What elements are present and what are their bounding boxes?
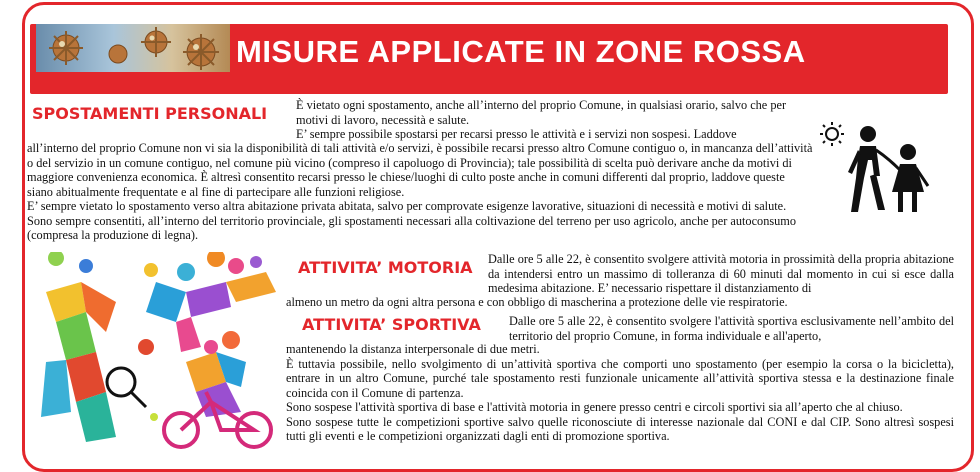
sportiva-body [286,342,954,444]
spostamenti-body [27,141,813,243]
sportiva-paragraph-1-start: Dalle ore 5 alle 22, è consentito svolgere l'attività sportiva esclusivamente nell’ambito del territorio del proprio Comune, in forma individuale e all'aperto, [509,314,954,343]
sportiva-paragraph-2: È tuttavia possibile, nello svolgimento di un’attività sportiva che comporti uno spostamento (per esempio la corsa o la bicicletta), entrare in un altro Comune, purché tale spostamento resti funzionale unicamente all’attività sportiva stessa e la destinazione finale coincida con il Comune di partenza. [286,356,954,400]
section-title-sportiva: ATTIVITA’ SPORTIVA [302,315,481,334]
sportiva-paragraph-3: Sono sospese l'attività sportiva di base e l'attività motoria in genere presso centri e circoli sportivi sia all’aperto che al chiuso. [286,400,903,414]
spostamenti-paragraph-1-start: E’ sempre possibile spostarsi per recarsi presso le attività e i servizi non sospesi. Laddove [296,127,737,141]
virus-photo [36,24,230,72]
walking-people-icon [818,120,944,216]
motoria-paragraph-1: almeno un metro da ogni altra persona e con obbligo di mascherina a protezione delle vie respiratorie. [286,295,788,309]
section-title-motoria: ATTIVITA’ MOTORIA [298,258,473,277]
sportiva-paragraph-1: mantenendo la distanza interpersonale di due metri. [286,342,540,356]
section-title-spostamenti: SPOSTAMENTI PERSONALI [32,104,268,123]
page-title: MISURE APPLICATE IN ZONE ROSSA [236,34,806,69]
spostamenti-paragraph-2: E’ sempre vietato lo spostamento verso altra abitazione privata abitata, salvo per comprovate esigenze lavorative, situazioni di necessità e motivi di salute. [27,199,787,213]
motoria-paragraph-1-start: Dalle ore 5 alle 22, è consentito svolgere attività motoria in prossimità della propria abitazione da intendersi entro un massimo di tolleranza di 60 minuti dal momento in cui si esce dalla medesima abitazione. E’ necessario rispettare il distanziamento di [488,252,954,295]
spostamenti-intro: È vietato ogni spostamento, anche all’interno del proprio Comune, in qualsiasi orario, salvo che per motivi di lavoro, necessità e salute. [296,98,787,127]
spostamenti-paragraph-3: Sono sempre consentiti, all’interno del territorio provinciale, gli spostamenti necessari alla coltivazione del terreno per uso agricolo, anche per autoconsumo (compresa la produzione di legna). [27,213,796,242]
sports-collage [26,252,284,450]
sportiva-paragraph-4: Sono sospese tutte le competizioni sportive salvo quelle riconosciute di interesse nazionale dal CONI e dal CIP. Sono altresì sospesi tutti gli eventi e le competizioni organizzati dagli enti di promozione sportiva. [286,414,954,443]
spostamenti-paragraph-1: all’interno del proprio Comune non vi sia la disponibilità di tali attività e/o servizi, è possibile recarsi presso altro Comune contiguo o, in mancanza dell’attività o del servizio in un comune contiguo, nel comune più vicino (compreso il capoluogo di Provincia); tale possibilità di scelta può derivare anche da motivi di maggiore convenienza economica. È altresì consentito recarsi presso le chiese/luoghi di culto poste anche in comuni differenti dal proprio, laddove queste siano abitualmente frequentate e al fine di partecipare alle funzioni religiose. [27,141,813,199]
